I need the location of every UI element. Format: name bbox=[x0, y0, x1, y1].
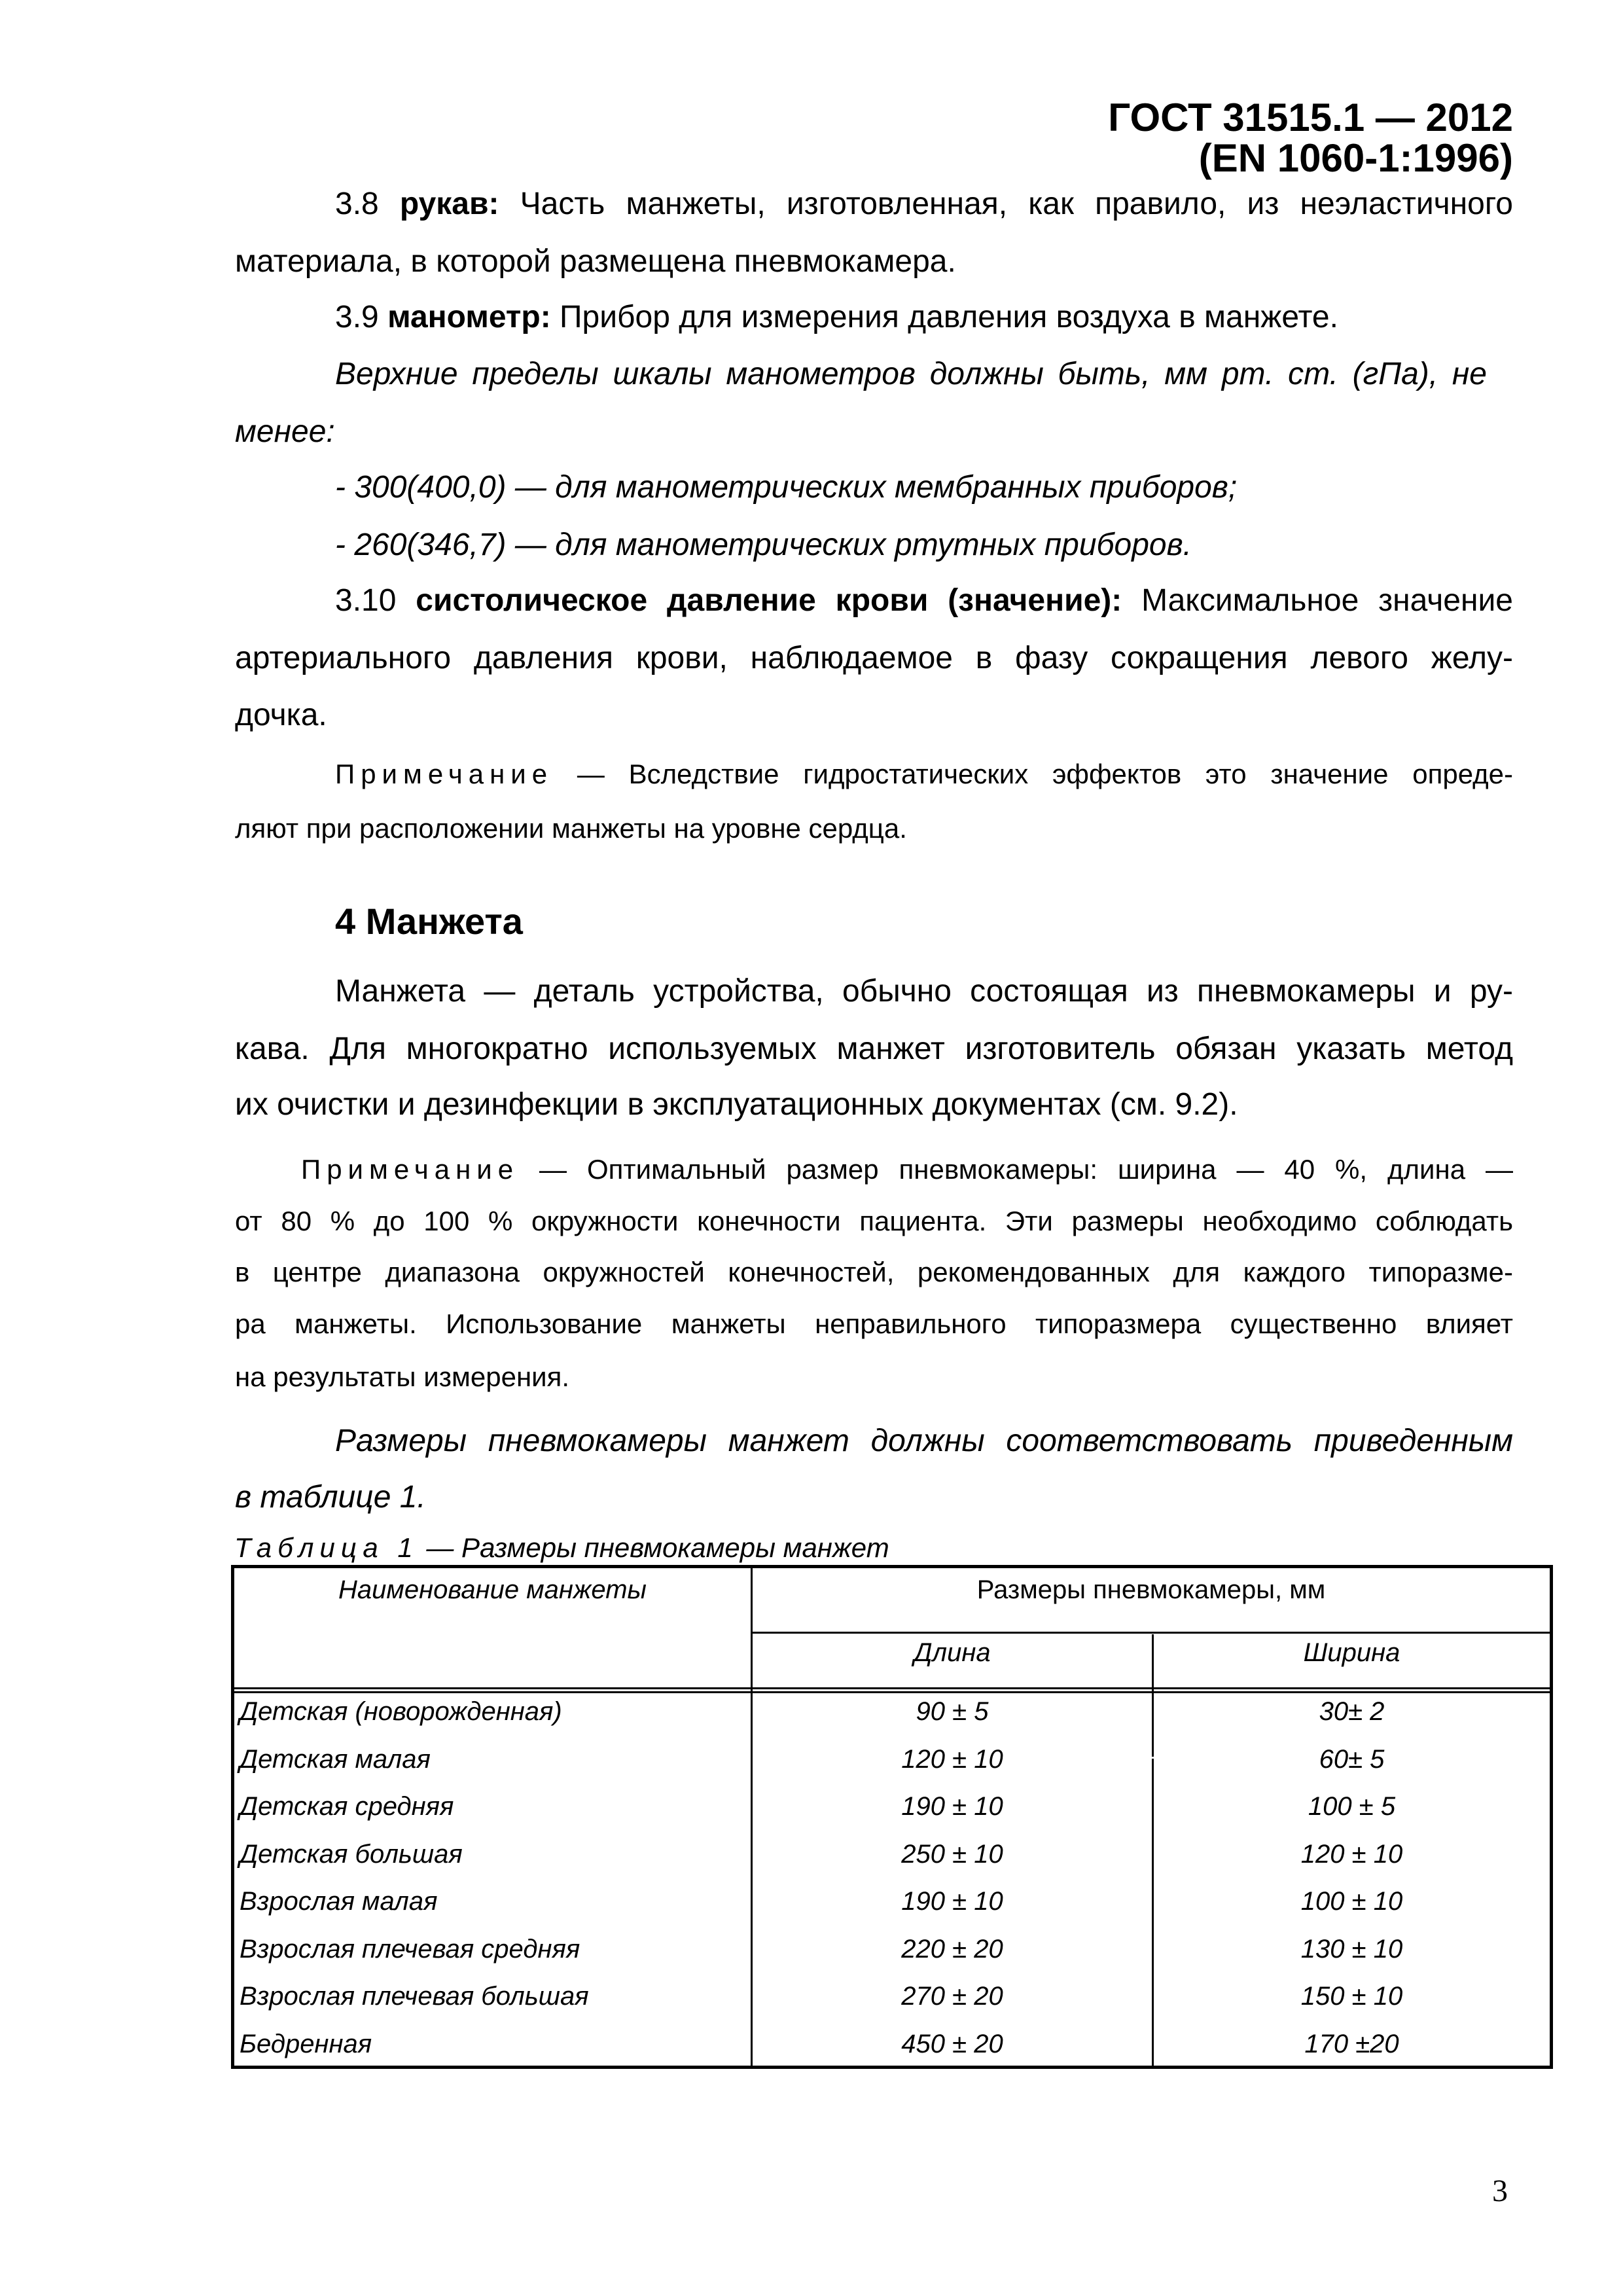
clause-3-8 bbox=[335, 185, 1513, 224]
note-text: — Оптимальный размер пневмокамеры: ширина — 40 %, длина — bbox=[519, 1154, 1513, 1185]
cuff-name-cell: Взрослая плечевая большая bbox=[240, 1982, 589, 2011]
caption-label: Таблица 1 bbox=[234, 1532, 419, 1563]
paragraph-line: Манжета — деталь устройства, обычно состоящая из пневмокамеры и ру- bbox=[335, 974, 1513, 1009]
note-line: на результаты измерения. bbox=[235, 1361, 570, 1392]
length-cell: 450 ± 20 bbox=[901, 2029, 1003, 2058]
header-length: Длина bbox=[914, 1638, 991, 1667]
cuff-name-cell: Детская (новорожденная) bbox=[240, 1697, 562, 1726]
header-double-line bbox=[234, 1691, 1550, 1693]
note-line: от 80 % до 100 % окружности конечности пациента. Эти размеры необходимо соблюдать bbox=[235, 1206, 1513, 1236]
header-width: Ширина bbox=[1303, 1638, 1400, 1667]
note-line: в центре диапазона окружностей конечностей, рекомендованных для каждого типоразме- bbox=[235, 1257, 1513, 1287]
header-double-line bbox=[234, 1687, 1550, 1689]
length-cell: 90 ± 5 bbox=[916, 1697, 989, 1726]
standard-equivalent: (EN 1060-1:1996) bbox=[1198, 136, 1513, 180]
width-cell: 100 ± 10 bbox=[1300, 1887, 1403, 1916]
table-caption bbox=[234, 1531, 889, 1565]
clause-number: 3.8 bbox=[335, 187, 400, 221]
cuff-name-cell: Детская малая bbox=[240, 1744, 431, 1774]
note-3-10 bbox=[335, 757, 1513, 791]
clause-number: 3.9 bbox=[335, 300, 388, 334]
note-text: — Вследствие гидростатических эффектов это значение опреде- bbox=[553, 759, 1513, 789]
scale-limits-text: Верхние пределы шкалы манометров должны быть, мм рт. ст. (гПа), не bbox=[335, 357, 1487, 391]
page-number: 3 bbox=[1492, 2174, 1508, 2208]
term: систолическое давление крови (значение): bbox=[416, 583, 1122, 618]
width-cell: 130 ± 10 bbox=[1300, 1934, 1403, 1964]
header-bladder-size: Размеры пневмокамеры, мм bbox=[976, 1575, 1326, 1604]
definition: Часть манжеты, изготовленная, как правило, из неэластичного bbox=[499, 187, 1513, 221]
cuff-name-cell: Детская средняя bbox=[240, 1792, 454, 1821]
width-cell: 100 ± 5 bbox=[1308, 1792, 1396, 1821]
clause-3-9 bbox=[335, 298, 1338, 337]
definition: Максимальное значение bbox=[1122, 583, 1513, 618]
width-cell: 120 ± 10 bbox=[1300, 1839, 1403, 1869]
paragraph-line: Размеры пневмокамеры манжет должны соответствовать приведенным bbox=[335, 1424, 1513, 1458]
length-cell: 120 ± 10 bbox=[901, 1744, 1003, 1774]
cuff-name-cell: Взрослая малая bbox=[240, 1887, 438, 1916]
length-cell: 270 ± 20 bbox=[901, 1982, 1003, 2011]
clause-3-10-cont: дочка. bbox=[235, 698, 327, 732]
note-3-10-cont: ляют при расположении манжеты на уровне сердца. bbox=[235, 813, 907, 844]
term: рукав: bbox=[399, 187, 499, 221]
note-line: ра манжеты. Использование манжеты неправильного типоразмера существенно влияет bbox=[235, 1308, 1513, 1339]
term: манометр: bbox=[387, 300, 551, 334]
length-cell: 250 ± 10 bbox=[901, 1839, 1003, 1869]
header-cuff-name: Наименование манжеты bbox=[338, 1575, 647, 1604]
cuff-name-cell: Детская большая bbox=[240, 1839, 463, 1869]
standard-number: ГОСТ 31515.1 — 2012 bbox=[1108, 96, 1513, 139]
note-label: Примечание bbox=[301, 1154, 520, 1185]
paragraph-line: их очистки и дезинфекции в эксплуатационных документах (см. 9.2). bbox=[235, 1087, 1238, 1122]
width-cell: 150 ± 10 bbox=[1300, 1982, 1403, 2011]
note-4 bbox=[301, 1153, 1513, 1187]
section-heading: 4 Манжета bbox=[335, 901, 523, 942]
cuff-name-cell: Бедренная bbox=[240, 2029, 372, 2058]
cuff-name-cell: Взрослая плечевая средняя bbox=[240, 1934, 580, 1964]
width-cell: 170 ±20 bbox=[1304, 2029, 1399, 2058]
width-cell: 60± 5 bbox=[1319, 1744, 1385, 1774]
paragraph-line: кава. Для многократно используемых манжет изготовитель обязан указать метод bbox=[235, 1031, 1513, 1066]
length-cell: 220 ± 20 bbox=[901, 1934, 1003, 1964]
length-cell: 190 ± 10 bbox=[901, 1887, 1003, 1916]
width-cell: 30± 2 bbox=[1319, 1697, 1385, 1726]
list-item: - 300(400,0) — для манометрических мембранных приборов; bbox=[335, 470, 1238, 505]
caption-text: — Размеры пневмокамеры манжет bbox=[418, 1532, 889, 1563]
paragraph-line: в таблице 1. bbox=[235, 1480, 426, 1515]
length-cell: 190 ± 10 bbox=[901, 1792, 1003, 1821]
clause-3-10 bbox=[335, 581, 1513, 620]
clause-number: 3.10 bbox=[335, 583, 416, 618]
definition: Прибор для измерения давления воздуха в манжете. bbox=[550, 300, 1338, 334]
list-item: - 260(346,7) — для манометрических ртутных приборов. bbox=[335, 528, 1192, 562]
clause-3-8-cont: материала, в которой размещена пневмокамера. bbox=[235, 244, 956, 279]
scale-limits-text-cont: менее: bbox=[235, 414, 335, 449]
header-divider bbox=[751, 1632, 1550, 1634]
cuff-size-table bbox=[231, 1565, 1553, 2069]
note-label: Примечание bbox=[335, 759, 554, 789]
clause-3-10-cont: артериального давления крови, наблюдаемое в фазу сокращения левого желу- bbox=[235, 641, 1513, 675]
